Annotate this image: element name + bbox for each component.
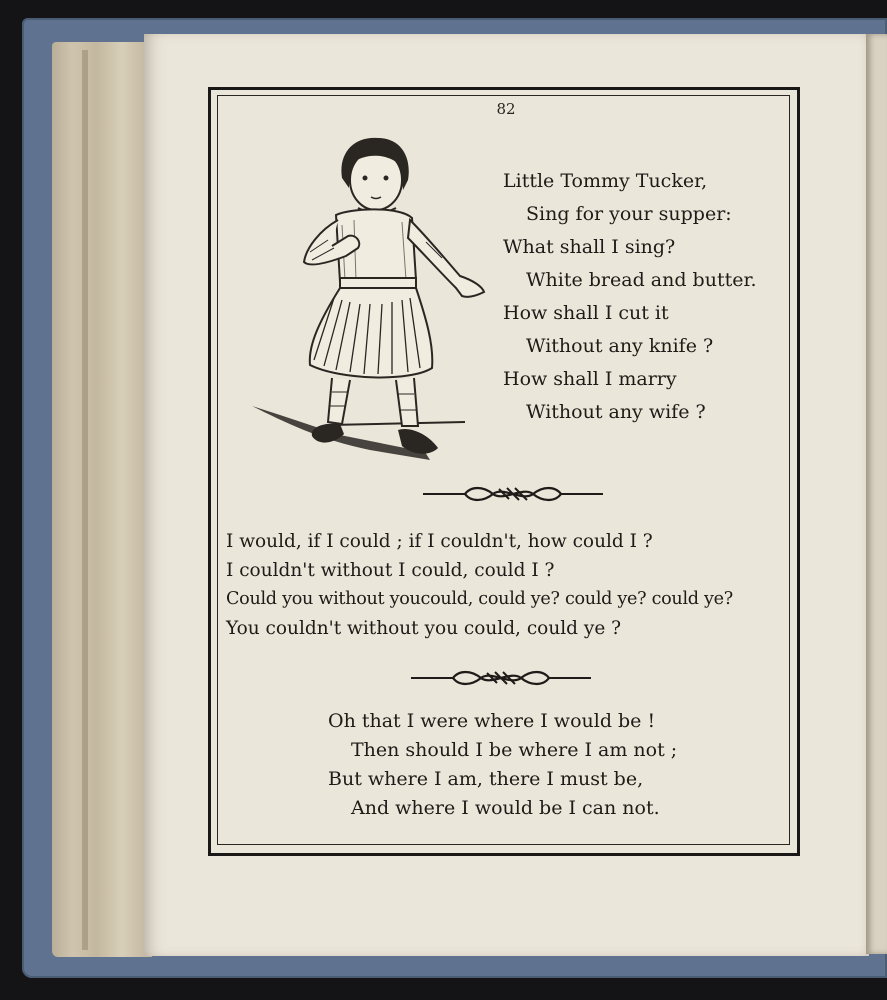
verse-line: Then should I be where I am not ; [351, 739, 678, 761]
verse-line: I couldn't without I could, could I ? [226, 560, 555, 581]
verse-line: White bread and butter. [526, 269, 757, 291]
verse-line: Without any knife ? [526, 335, 714, 357]
verse-could-i [226, 527, 733, 643]
verse-line: Oh that I were where I would be ! [328, 710, 656, 732]
verse-line: How shall I cut it [503, 302, 669, 324]
verse-line: You couldn't without you could, could ye ? [226, 618, 622, 639]
verse-line: Could you without youcould, could ye? could ye? could ye? [226, 589, 733, 609]
child-standing-illustration-icon [250, 130, 495, 475]
verse-line: I would, if I could ; if I couldn't, how could I ? [226, 531, 653, 552]
verse-line: Without any wife ? [526, 401, 706, 423]
knot-ornament-icon [411, 668, 591, 688]
knot-ornament-icon [423, 484, 603, 504]
verse-line: How shall I marry [503, 368, 677, 390]
page-number: 82 [496, 100, 516, 118]
verse-line: What shall I sing? [503, 236, 676, 258]
verse-line: And where I would be I can not. [351, 797, 660, 819]
verse-line: But where I am, there I must be, [328, 768, 644, 790]
verse-line: Little Tommy Tucker, [503, 170, 708, 192]
page-stack-edge [52, 42, 152, 957]
next-page-edge [866, 34, 887, 954]
verse-where-i-would-be [328, 707, 677, 823]
verse-tommy-tucker [503, 165, 757, 429]
verse-line: Sing for your supper: [526, 203, 732, 225]
